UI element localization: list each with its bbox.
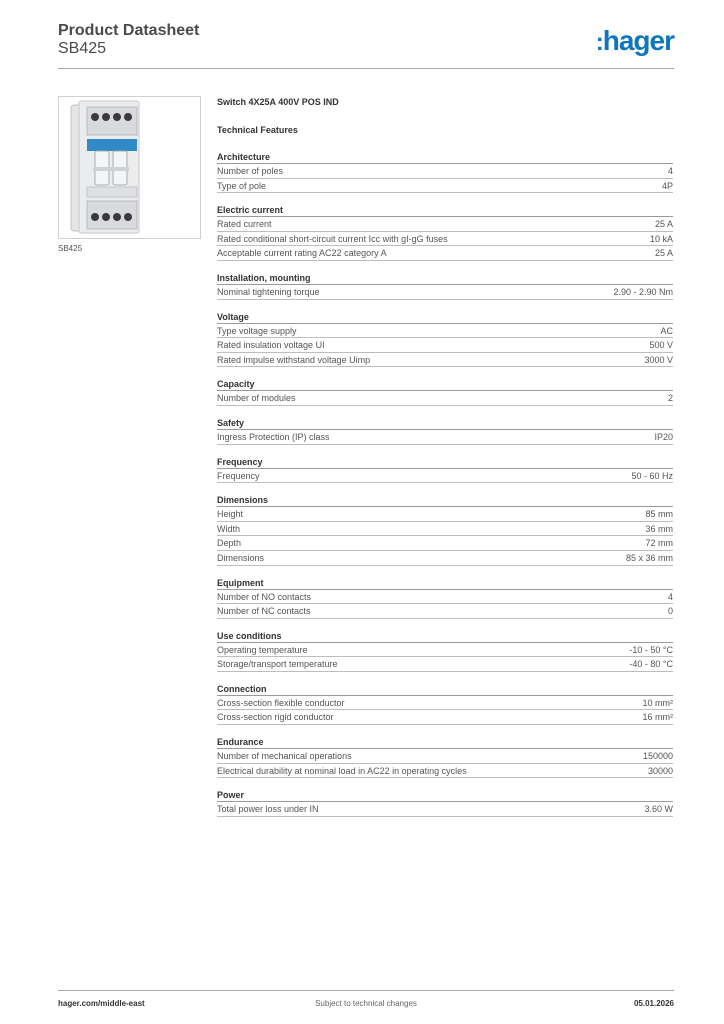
section-title: Safety	[217, 416, 673, 430]
spec-row	[217, 430, 673, 445]
spec-row	[217, 643, 673, 658]
spec-row	[217, 522, 673, 537]
spec-value: 4	[667, 166, 673, 176]
spec-label: Rated insulation voltage UI	[217, 340, 325, 351]
spec-value: IP20	[654, 431, 673, 442]
section-spacer	[217, 817, 673, 827]
spec-label: Number of NO contacts	[217, 591, 312, 602]
section-spacer	[217, 261, 673, 271]
section-spacer	[217, 483, 673, 493]
spec-label: Electrical durability at nominal load in AC22 in operating cycles	[217, 765, 467, 776]
spec-value: 16 mm²	[642, 712, 673, 723]
spec-value: 72 mm	[645, 538, 673, 549]
spec-value: 50 - 60 Hz	[631, 470, 673, 481]
spec-row	[217, 324, 673, 339]
product-code: SB425	[58, 40, 107, 57]
spec-row	[217, 749, 673, 764]
section-title: Electric current	[217, 203, 673, 217]
spec-value: -40 - 80 °C	[629, 659, 673, 670]
section-title: Power	[217, 788, 673, 802]
document-title: Product Datasheet	[58, 22, 200, 39]
spec-label: Acceptable current rating AC22 category A	[217, 248, 387, 259]
spec-row	[217, 536, 673, 551]
spec-row	[217, 696, 673, 711]
spec-value: 3000 V	[644, 354, 673, 365]
spec-label: Rated conditional short-circuit current Icc with gI-gG fuses	[217, 233, 448, 244]
spec-value: AC	[660, 325, 673, 336]
spec-value: -10 - 50 °C	[629, 644, 673, 655]
spec-row	[217, 164, 673, 179]
footer-date: 05.01.2026	[633, 999, 674, 1008]
page-footer	[58, 990, 674, 1010]
hager-logo: :hager	[595, 25, 674, 56]
spec-value: 150000	[642, 751, 673, 762]
section-title: Capacity	[217, 377, 673, 391]
spec-value: 3.60 W	[644, 804, 673, 815]
spec-label: Width	[217, 523, 241, 534]
section-title: Architecture	[217, 150, 673, 164]
logo-text: hager	[602, 25, 674, 56]
spec-row	[217, 353, 673, 368]
spec-label: Frequency	[217, 470, 260, 481]
spec-label: Number of mechanical operations	[217, 751, 352, 762]
spec-label: Storage/transport temperature	[217, 659, 338, 670]
spec-value: 25 A	[654, 219, 673, 230]
spec-row	[217, 590, 673, 605]
features-heading: Technical Features	[217, 125, 298, 135]
spec-label: Rated impulse withstand voltage Uimp	[217, 354, 371, 365]
spec-value: 10 mm²	[642, 697, 673, 708]
section-spacer	[217, 778, 673, 788]
spec-label: Number of NC contacts	[217, 606, 311, 617]
section-title: Dimensions	[217, 493, 673, 507]
spec-label: Depth	[217, 538, 242, 549]
section-spacer	[217, 406, 673, 416]
spec-label: Cross-section flexible conductor	[217, 697, 345, 708]
product-image	[58, 96, 201, 239]
section-title: Installation, mounting	[217, 271, 673, 285]
section-title: Voltage	[217, 310, 673, 324]
footer-notice: Subject to technical changes	[315, 999, 417, 1008]
spec-value: 30000	[647, 765, 673, 776]
section-title: Endurance	[217, 735, 673, 749]
spec-value: 2.90 - 2.90 Nm	[613, 286, 673, 297]
spec-label: Nominal tightening torque	[217, 286, 320, 297]
spec-value: 500 V	[649, 340, 673, 351]
page-header	[58, 22, 674, 70]
spec-value: 4	[667, 591, 673, 602]
product-image-caption: SB425	[58, 244, 83, 253]
section-spacer	[217, 300, 673, 310]
section-title: Equipment	[217, 576, 673, 590]
spec-value: 10 kA	[649, 233, 673, 244]
spec-label: Height	[217, 509, 244, 520]
spec-row	[217, 217, 673, 232]
spec-value: 0	[667, 606, 673, 617]
spec-row	[217, 232, 673, 247]
spec-value: 36 mm	[645, 523, 673, 534]
spec-row	[217, 469, 673, 484]
spec-row	[217, 338, 673, 353]
section-spacer	[217, 445, 673, 455]
spec-row	[217, 246, 673, 261]
spec-value: 2	[667, 393, 673, 404]
spec-value: 85 x 36 mm	[625, 552, 673, 563]
section-spacer	[217, 367, 673, 377]
section-spacer	[217, 672, 673, 682]
spec-value: 85 mm	[645, 509, 673, 520]
spec-row	[217, 391, 673, 406]
spec-label: Cross-section rigid conductor	[217, 712, 334, 723]
section-spacer	[217, 725, 673, 735]
header-divider	[58, 68, 674, 69]
spec-row	[217, 802, 673, 817]
spec-row	[217, 285, 673, 300]
spec-row	[217, 657, 673, 672]
section-title: Frequency	[217, 455, 673, 469]
spec-value: 4P	[661, 180, 673, 191]
spec-label: Operating temperature	[217, 644, 308, 655]
spec-row	[217, 551, 673, 566]
spec-label: Total power loss under IN	[217, 804, 319, 815]
footer-divider	[58, 990, 674, 991]
spec-label: Number of poles	[217, 166, 284, 176]
feature-sections	[217, 150, 673, 827]
technical-features	[217, 96, 673, 827]
spec-label: Ingress Protection (IP) class	[217, 431, 330, 442]
spec-row	[217, 764, 673, 779]
product-name: Switch 4X25A 400V POS IND	[217, 97, 339, 107]
spec-label: Dimensions	[217, 552, 265, 563]
spec-row	[217, 604, 673, 619]
spec-row	[217, 179, 673, 194]
spec-value: 25 A	[654, 248, 673, 259]
spec-row	[217, 710, 673, 725]
section-spacer	[217, 619, 673, 629]
section-title: Use conditions	[217, 629, 673, 643]
spec-label: Number of modules	[217, 393, 296, 404]
spec-label: Type voltage supply	[217, 325, 297, 336]
section-spacer	[217, 566, 673, 576]
spec-label: Type of pole	[217, 180, 267, 191]
section-spacer	[217, 193, 673, 203]
spec-row	[217, 507, 673, 522]
spec-label: Rated current	[217, 219, 272, 230]
footer-website: hager.com/middle-east	[58, 999, 145, 1008]
switch-device-illustration	[59, 97, 200, 238]
section-title: Connection	[217, 682, 673, 696]
